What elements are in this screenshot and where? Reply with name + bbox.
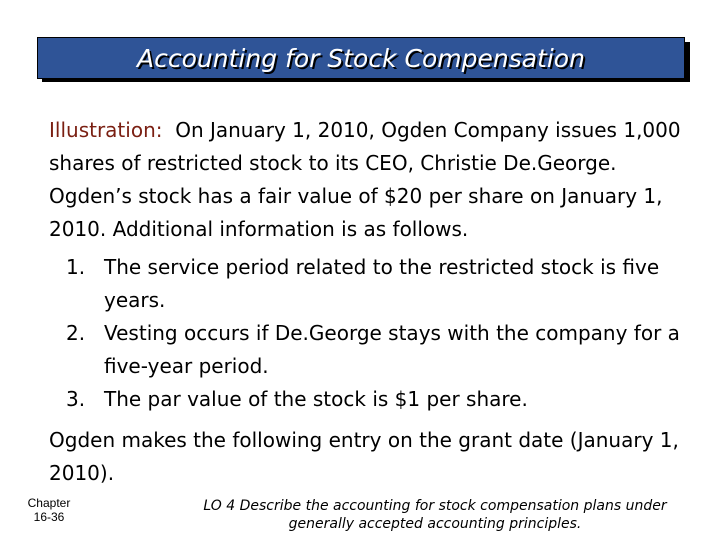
chapter-reference <box>14 496 84 524</box>
illustration-label: Illustration: <box>49 118 163 142</box>
list-number: 1. <box>66 255 86 279</box>
title-banner <box>37 37 685 79</box>
illustration-paragraph <box>49 114 699 246</box>
list-text: The par value of the stock is $1 per share. <box>104 387 528 411</box>
list-text: Vesting occurs if De.George stays with the company for a five-year period. <box>104 321 680 378</box>
learning-objective: LO 4 Describe the accounting for stock compensation plans under generally accepted accounting principles. <box>203 498 667 532</box>
list-text: The service period related to the restricted stock is five years. <box>104 255 660 312</box>
list-item <box>66 383 696 416</box>
list-number: 2. <box>66 321 86 345</box>
list-item <box>66 251 696 317</box>
list-item <box>66 317 696 383</box>
page-title: Accounting for Stock Compensation <box>137 43 585 73</box>
illustration-text: On January 1, 2010, Ogden Company issues 1,000 shares of restricted stock to its CEO, Christie De.George. Ogden’s stock has a fair value of $20 per share on January 1, 2010. Additional information is as follows. <box>49 118 681 241</box>
chapter-label: Chapter <box>27 496 71 510</box>
info-list <box>66 251 696 416</box>
list-number: 3. <box>66 387 86 411</box>
chapter-page: 16-36 <box>33 510 65 524</box>
closing-paragraph: Ogden makes the following entry on the grant date (January 1, 2010). <box>49 428 679 485</box>
